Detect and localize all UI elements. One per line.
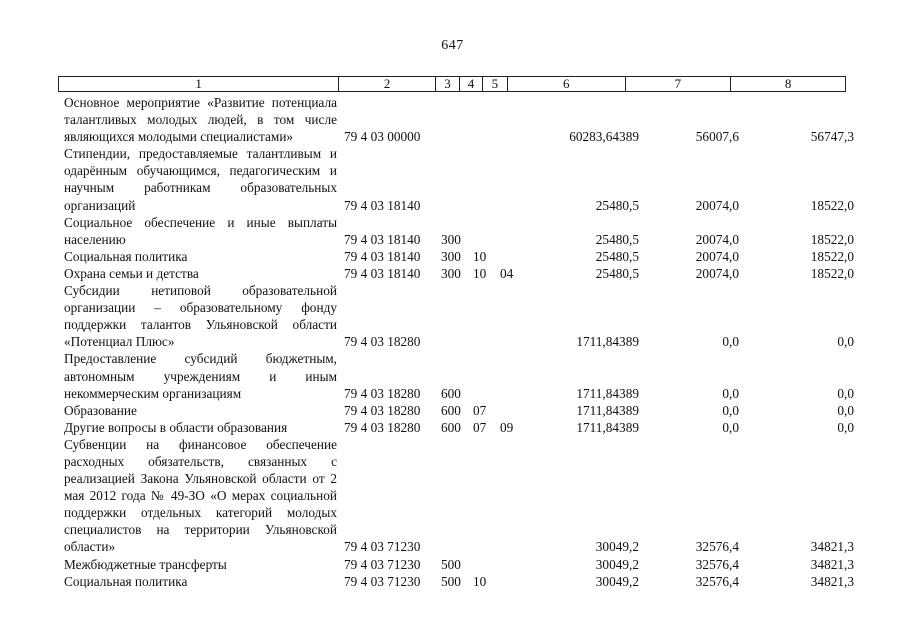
row-value-6: 25480,5 xyxy=(595,197,639,213)
row-value-6: 60283,64389 xyxy=(569,129,639,145)
budget-table-body xyxy=(64,94,854,590)
row-value-8: 0,0 xyxy=(837,334,854,350)
row-name: Охрана семьи и детства xyxy=(64,265,199,281)
row-value-6: 25480,5 xyxy=(595,248,639,264)
row-rz: 10 xyxy=(473,248,487,264)
row-rz: 07 xyxy=(473,419,487,435)
row-value-6: 25480,5 xyxy=(595,265,639,281)
table-row xyxy=(64,214,854,248)
row-name: Социальная политика xyxy=(64,573,188,589)
row-pr: 09 xyxy=(500,419,514,435)
table-row xyxy=(64,402,854,419)
header-col-2: 2 xyxy=(339,77,436,91)
row-value-7: 56007,6 xyxy=(695,129,739,145)
row-code: 79 4 03 18280 xyxy=(344,334,421,350)
row-value-8: 18522,0 xyxy=(810,265,854,281)
row-vr: 300 xyxy=(441,231,461,247)
table-row xyxy=(64,556,854,573)
header-col-6: 6 xyxy=(508,77,626,91)
row-value-8: 0,0 xyxy=(837,385,854,401)
row-vr: 600 xyxy=(441,419,461,435)
row-code: 79 4 03 71230 xyxy=(344,573,421,589)
header-col-1: 1 xyxy=(59,77,339,91)
row-vr: 300 xyxy=(441,248,461,264)
row-rz: 07 xyxy=(473,402,487,418)
row-value-8: 18522,0 xyxy=(810,248,854,264)
row-value-8: 18522,0 xyxy=(810,197,854,213)
row-value-6: 1711,84389 xyxy=(576,385,639,401)
row-name: Субсидии нетиповой образовательной организации – образовательному фонду поддержки талантов Ульяновской области «Потенциал Плюс» xyxy=(64,283,337,350)
header-col-4: 4 xyxy=(460,77,483,91)
table-row xyxy=(64,265,854,282)
row-value-6: 1711,84389 xyxy=(576,419,639,435)
header-col-5: 5 xyxy=(483,77,508,91)
row-value-7: 0,0 xyxy=(722,334,739,350)
row-name: Социальная политика xyxy=(64,248,188,264)
row-vr: 500 xyxy=(441,573,461,589)
row-value-7: 32576,4 xyxy=(695,556,739,572)
row-vr: 600 xyxy=(441,402,461,418)
row-code: 79 4 03 18140 xyxy=(344,248,421,264)
page-number: 647 xyxy=(441,38,464,53)
row-name: Межбюджетные трансферты xyxy=(64,556,227,572)
row-code: 79 4 03 18140 xyxy=(344,265,421,281)
table-row xyxy=(64,350,854,401)
table-row xyxy=(64,282,854,350)
row-value-7: 20074,0 xyxy=(695,231,739,247)
row-vr: 600 xyxy=(441,385,461,401)
row-name: Субвенции на финансовое обеспечение расходных обязательств, связанных с реализацией Закона Ульяновской области от 2 мая 2012 года № 49-ЗО «О мерах социальной поддержки отдельных категорий молодых специалистов на территории Ульяновской области» xyxy=(64,436,337,555)
row-value-7: 32576,4 xyxy=(695,539,739,555)
row-value-6: 30049,2 xyxy=(595,539,639,555)
row-code: 79 4 03 18280 xyxy=(344,419,421,435)
header-col-3: 3 xyxy=(436,77,460,91)
row-value-6: 30049,2 xyxy=(595,556,639,572)
row-vr: 300 xyxy=(441,265,461,281)
table-header-row xyxy=(58,76,846,92)
table-row xyxy=(64,419,854,436)
row-rz: 10 xyxy=(473,265,487,281)
row-name: Социальное обеспечение и иные выплаты населению xyxy=(64,214,337,247)
row-value-8: 0,0 xyxy=(837,402,854,418)
row-name: Предоставление субсидий бюджетным, автономным учреждениям и иным некоммерческим организациям xyxy=(64,351,337,401)
row-value-6: 1711,84389 xyxy=(576,334,639,350)
row-value-8: 34821,3 xyxy=(810,556,854,572)
row-value-6: 1711,84389 xyxy=(576,402,639,418)
row-value-8: 34821,3 xyxy=(810,573,854,589)
table-row xyxy=(64,436,854,556)
row-value-7: 0,0 xyxy=(722,385,739,401)
row-code: 79 4 03 71230 xyxy=(344,539,421,555)
row-code: 79 4 03 18140 xyxy=(344,231,421,247)
row-name: Основное мероприятие «Развитие потенциала талантливых молодых людей, в том числе являющихся молодыми специалистами» xyxy=(64,95,337,145)
row-vr: 500 xyxy=(441,556,461,572)
row-code: 79 4 03 00000 xyxy=(344,129,421,145)
row-value-8: 0,0 xyxy=(837,419,854,435)
row-name: Образование xyxy=(64,402,137,418)
row-name: Другие вопросы в области образования xyxy=(64,419,288,435)
table-row xyxy=(64,94,854,145)
row-value-7: 20074,0 xyxy=(695,248,739,264)
table-row xyxy=(64,573,854,590)
row-code: 79 4 03 18280 xyxy=(344,402,421,418)
row-value-7: 0,0 xyxy=(722,419,739,435)
row-code: 79 4 03 18140 xyxy=(344,197,421,213)
table-row xyxy=(64,145,854,213)
row-value-7: 32576,4 xyxy=(695,573,739,589)
row-value-8: 18522,0 xyxy=(810,231,854,247)
row-value-6: 25480,5 xyxy=(595,231,639,247)
row-value-6: 30049,2 xyxy=(595,573,639,589)
table-row xyxy=(64,248,854,265)
row-value-7: 20074,0 xyxy=(695,265,739,281)
row-value-7: 20074,0 xyxy=(695,197,739,213)
row-code: 79 4 03 18280 xyxy=(344,385,421,401)
header-col-7: 7 xyxy=(626,77,732,91)
row-pr: 04 xyxy=(500,265,514,281)
row-rz: 10 xyxy=(473,573,487,589)
row-value-7: 0,0 xyxy=(722,402,739,418)
row-value-8: 56747,3 xyxy=(810,129,854,145)
header-col-8: 8 xyxy=(784,76,792,91)
row-name: Стипендии, предоставляемые талантливым и одарённым обучающимся, педагогическим и научным работникам образовательных организаций xyxy=(64,146,337,213)
row-code: 79 4 03 71230 xyxy=(344,556,421,572)
row-value-8: 34821,3 xyxy=(810,539,854,555)
